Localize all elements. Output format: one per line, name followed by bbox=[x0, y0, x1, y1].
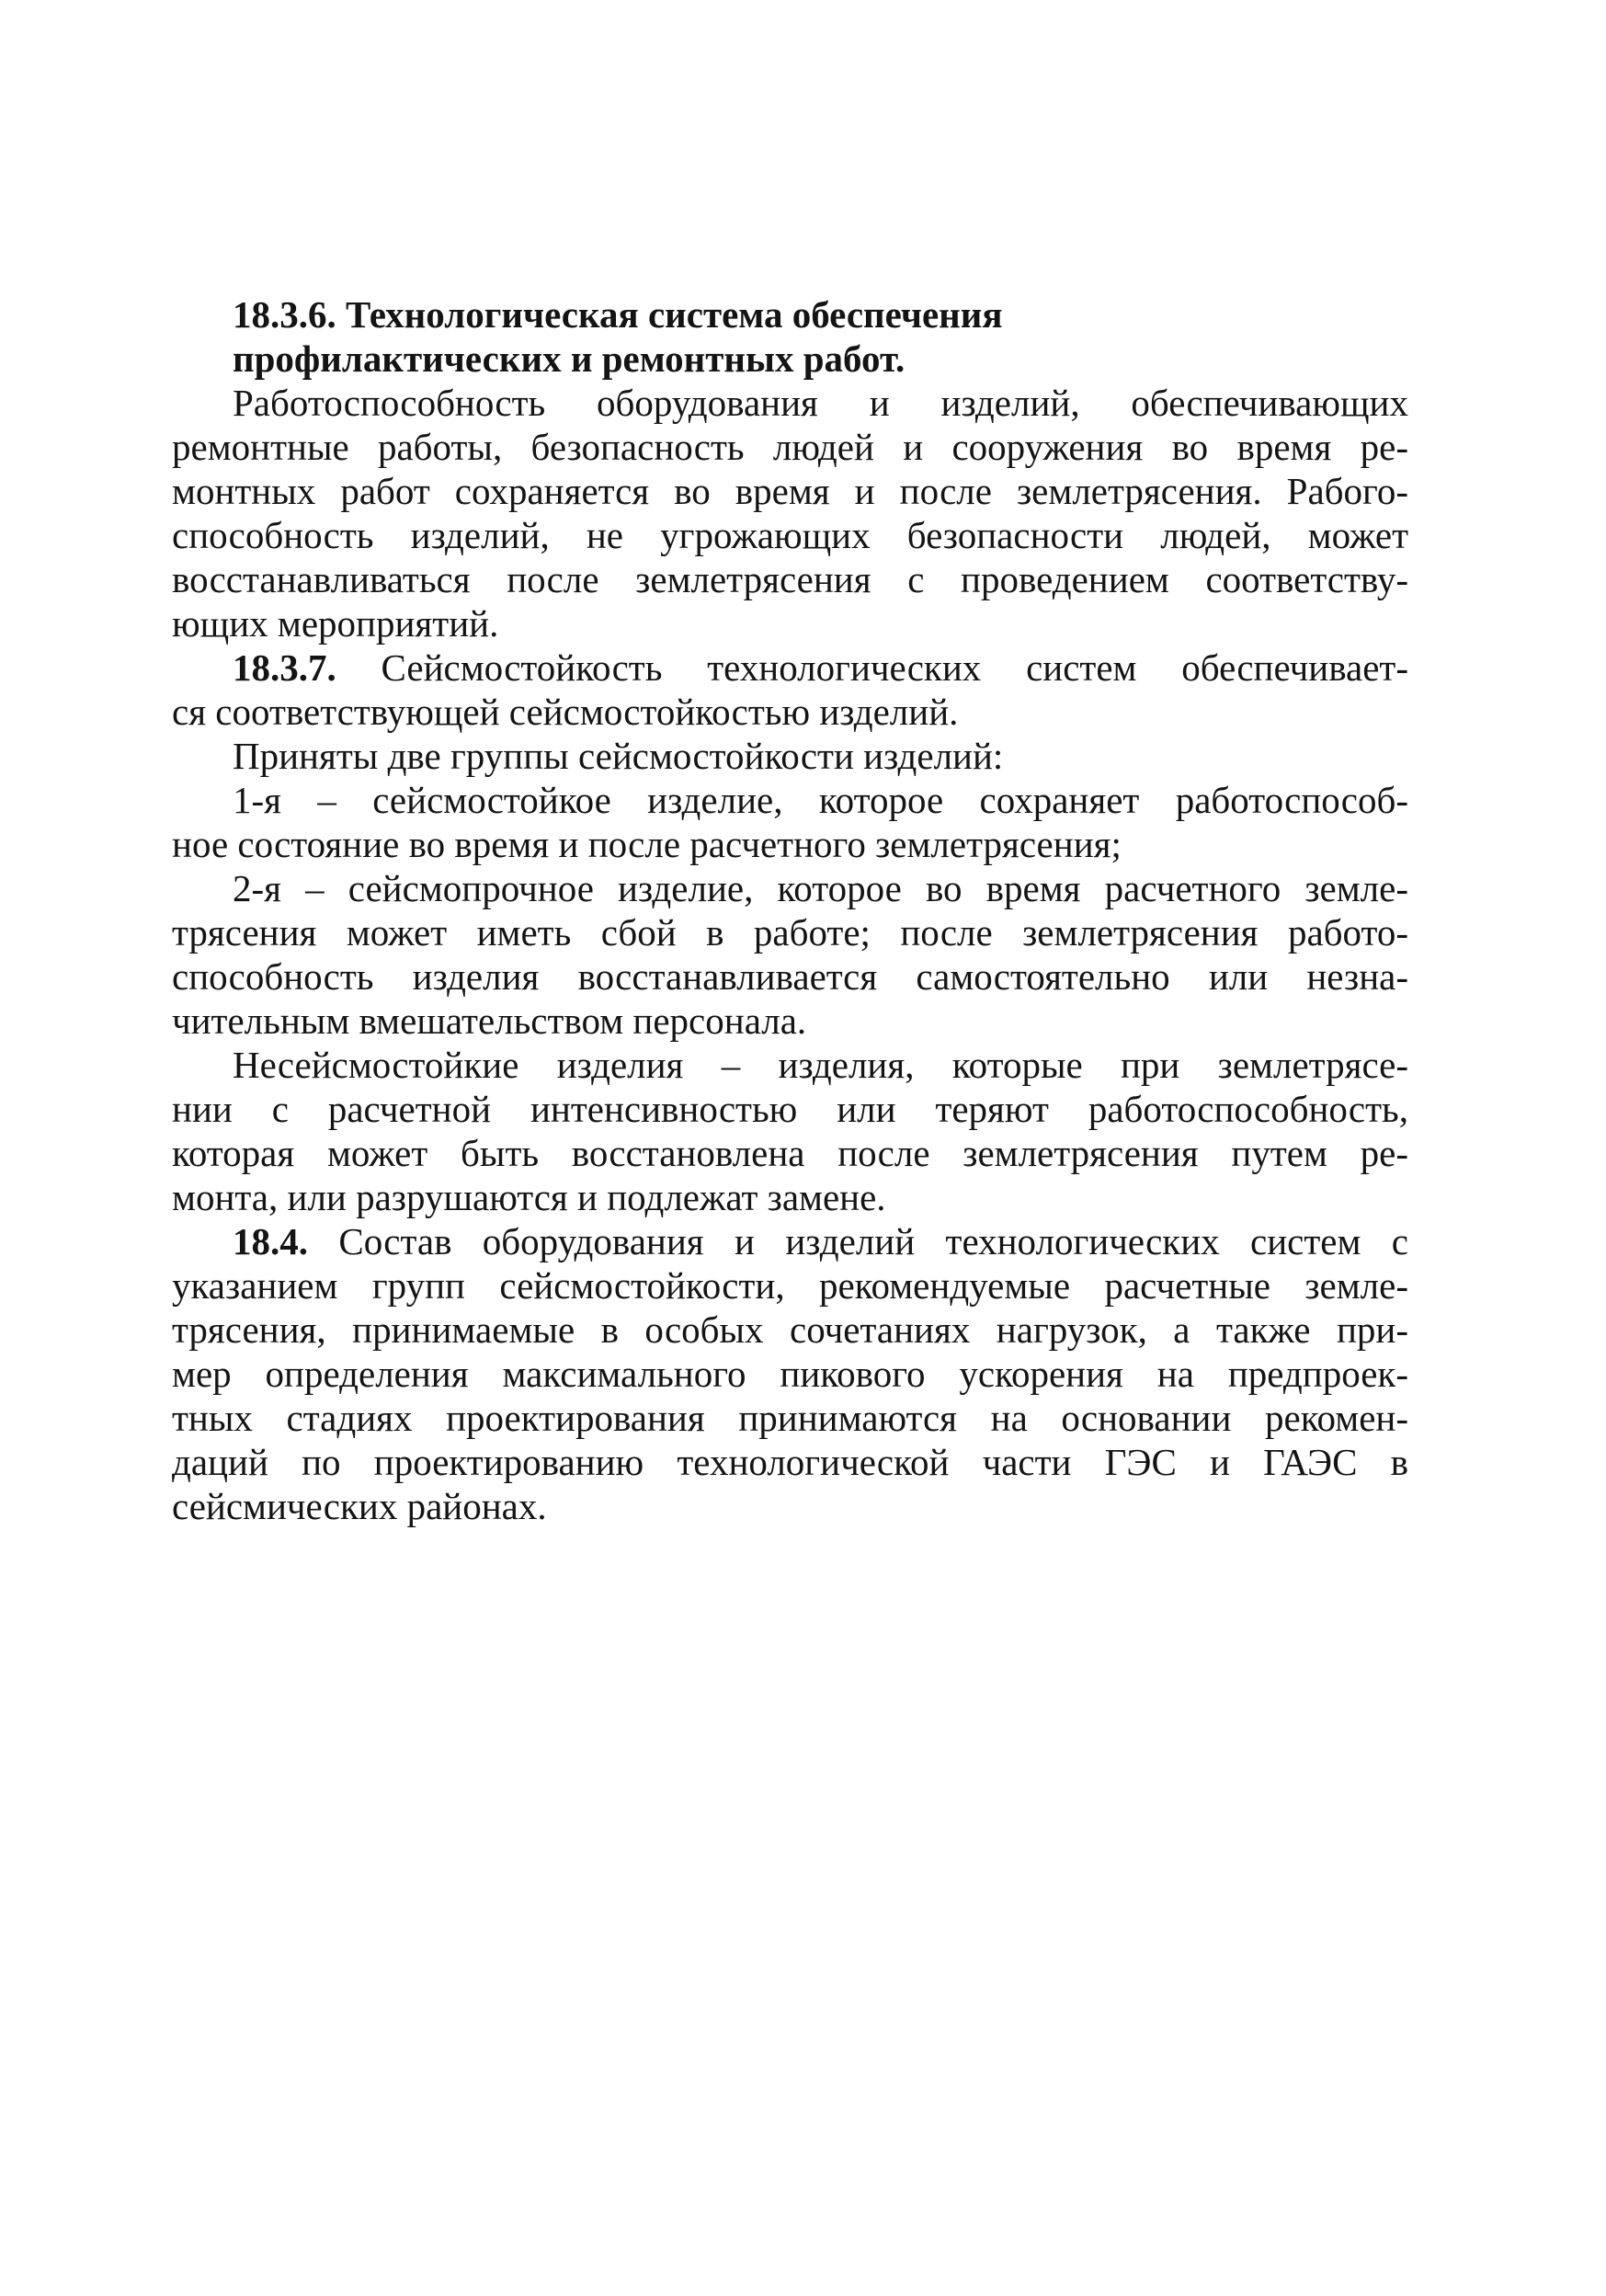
paragraph-line: трясения может иметь сбой в работе; после землетрясения работо- bbox=[172, 911, 1408, 954]
paragraph-line: ремонтные работы, безопасность людей и сооружения во время ре- bbox=[172, 426, 1408, 468]
paragraph-line: Приняты две группы сейсмостойкости изделий: bbox=[233, 735, 1004, 777]
section-heading-line-2: профилактических и ремонтных работ. bbox=[233, 337, 906, 380]
paragraph-line: нии с расчетной интенсивностью или теряют работоспособность, bbox=[172, 1088, 1408, 1130]
clause-number: 18.3.7. bbox=[233, 646, 336, 689]
section-title-part-1: Технологическая система обеспечения bbox=[346, 293, 1003, 336]
paragraph-line bbox=[172, 645, 1408, 690]
paragraph-line: монтных работ сохраняется во время и после землетрясения. Рабого- bbox=[172, 470, 1408, 512]
paragraph-line: которая может быть восстановлена после землетрясения путем ре- bbox=[172, 1132, 1408, 1174]
paragraph-line: 2-я – сейсмопрочное изделие, которое во время расчетного земле- bbox=[233, 867, 1408, 909]
paragraph-line: сейсмических районах. bbox=[172, 1485, 547, 1527]
paragraph-line: ющих мероприятий. bbox=[172, 602, 499, 645]
paragraph-line: трясения, принимаемые в особых сочетаниях нагрузок, а также при- bbox=[172, 1308, 1408, 1351]
paragraph-line: восстанавливаться после землетрясения с проведением соответству- bbox=[172, 558, 1408, 600]
clause-number: 18.4. bbox=[233, 1220, 308, 1262]
paragraph-line: даций по проектированию технологической части ГЭС и ГАЭС в bbox=[172, 1441, 1408, 1483]
clause-text: Сейсмостойкость технологических систем обеспечивает- bbox=[336, 646, 1408, 689]
clause-text: Состав оборудования и изделий технологических систем с bbox=[308, 1220, 1408, 1262]
section-heading-line-1 bbox=[172, 292, 1408, 337]
section-number: 18.3.6. bbox=[233, 293, 336, 336]
document-text bbox=[172, 292, 1408, 1528]
paragraph-line: Работоспособность оборудования и изделий, обеспечивающих bbox=[233, 382, 1408, 424]
paragraph-line bbox=[172, 1219, 1408, 1263]
paragraph-line: способность изделий, не угрожающих безопасности людей, может bbox=[172, 514, 1408, 556]
paragraph-line: монта, или разрушаются и подлежат замене. bbox=[172, 1176, 886, 1218]
paragraph-line: указанием групп сейсмостойкости, рекомендуемые расчетные земле- bbox=[172, 1264, 1408, 1307]
paragraph-line: ся соответствующей сейсмостойкостью изделий. bbox=[172, 691, 959, 733]
paragraph-line: чительным вмешательством персонала. bbox=[172, 1000, 807, 1042]
paragraph-line: 1-я – сейсмостойкое изделие, которое сохраняет работоспособ- bbox=[233, 779, 1408, 821]
paragraph-line: мер определения максимального пикового ускорения на предпроек- bbox=[172, 1353, 1408, 1395]
paragraph-line: Несейсмостойкие изделия – изделия, которые при землетрясе- bbox=[233, 1044, 1408, 1086]
paragraph-line: способность изделия восстанавливается самостоятельно или незна- bbox=[172, 955, 1408, 998]
paragraph-line: ное состояние во время и после расчетного землетрясения; bbox=[172, 823, 1122, 865]
paragraph-line: тных стадиях проектирования принимаются на основании рекомен- bbox=[172, 1397, 1408, 1439]
